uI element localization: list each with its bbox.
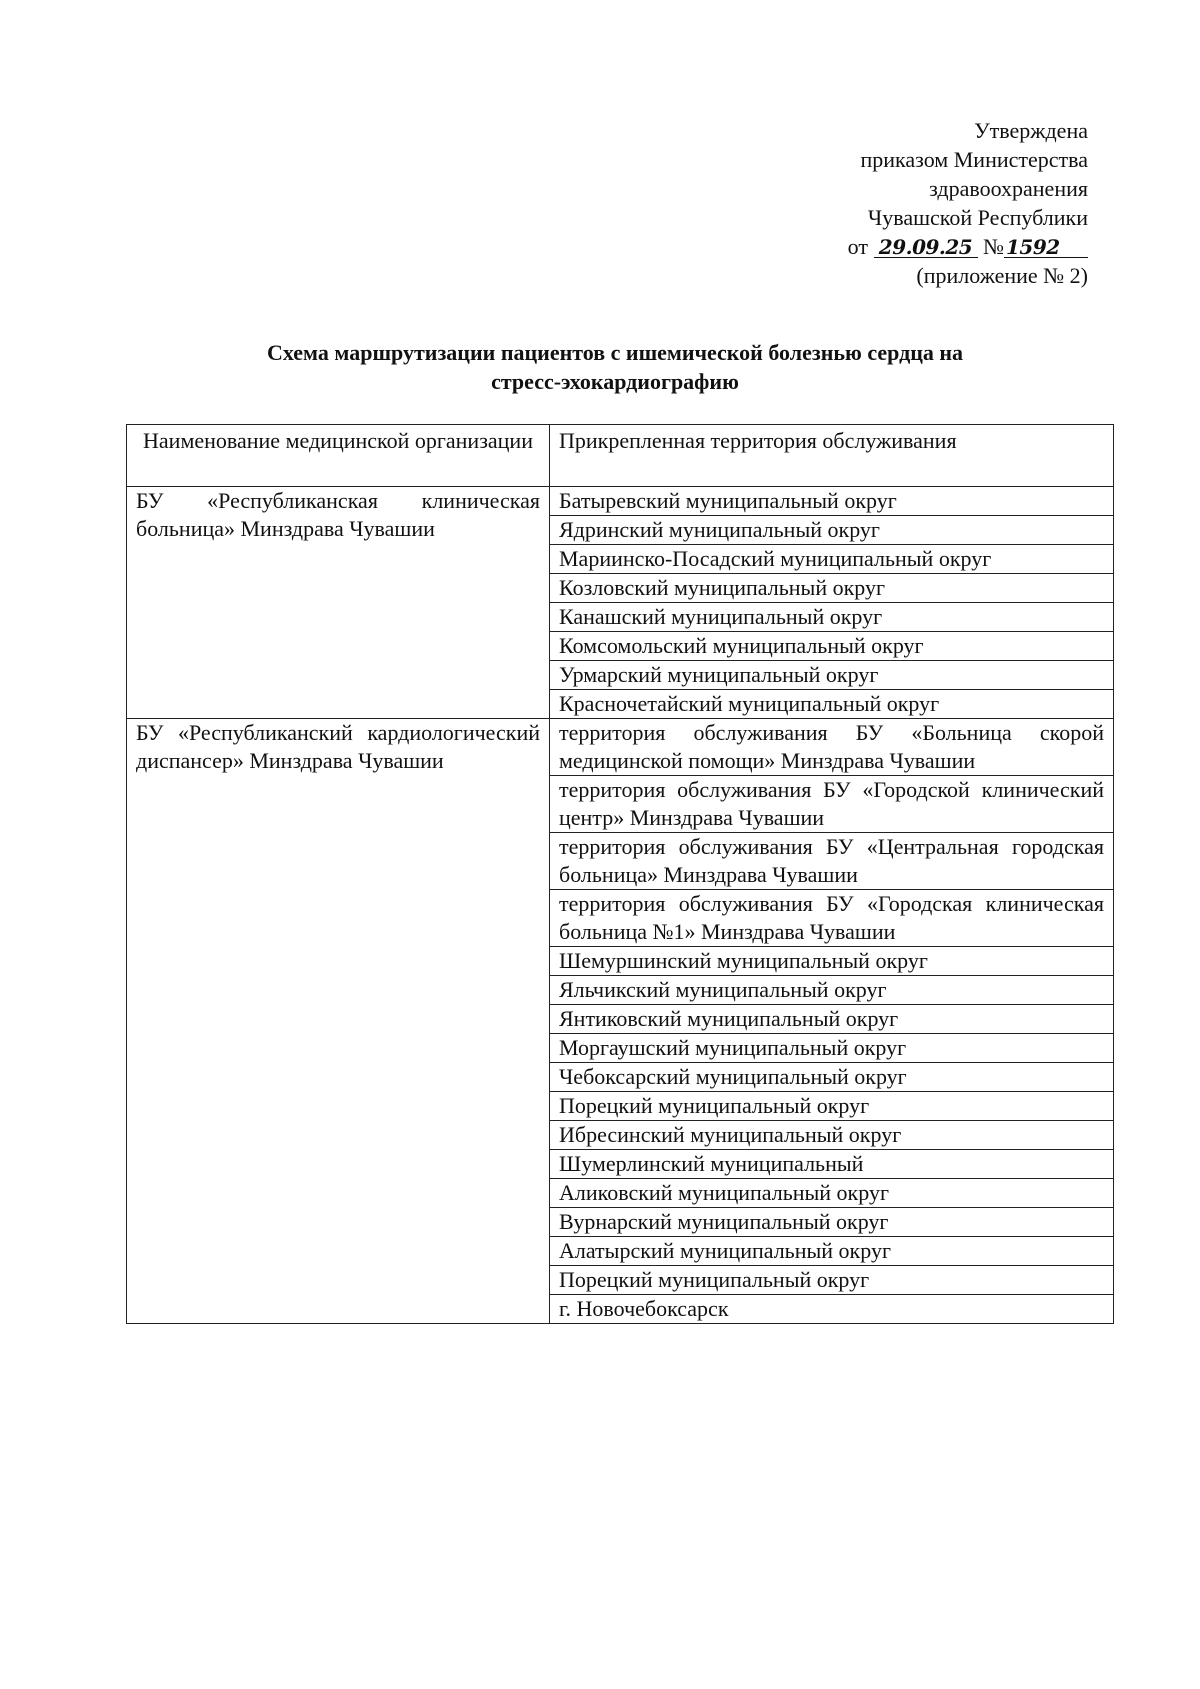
approval-line-health: здравоохранения <box>929 176 1088 201</box>
table-row <box>127 719 1114 776</box>
territory-cell: Канашский муниципальный округ <box>550 603 1114 632</box>
date-prefix: от <box>847 234 868 259</box>
approval-line-republic: Чувашской Республики <box>867 205 1088 230</box>
territory-cell: территория обслуживания БУ «Больница скорой медицинской помощи» Минздрава Чувашии <box>550 719 1114 776</box>
territory-cell: территория обслуживания БУ «Городская клиническая больница №1» Минздрава Чувашии <box>550 890 1114 947</box>
territory-cell: Ибресинский муниципальный округ <box>550 1121 1114 1150</box>
organization-cell: БУ «Республиканская клиническая больница» Минздрава Чувашии <box>127 487 550 719</box>
territory-cell: территория обслуживания БУ «Городской клинический центр» Минздрава Чувашии <box>550 776 1114 833</box>
territory-cell: Урмарский муниципальный округ <box>550 661 1114 690</box>
territory-cell: Чебоксарский муниципальный округ <box>550 1063 1114 1092</box>
territory-cell: Янтиковский муниципальный округ <box>550 1005 1114 1034</box>
title-line-1: Схема маршрутизации пациентов с ишемической болезнью сердца на <box>266 340 964 365</box>
territory-cell: территория обслуживания БУ «Центральная городская больница» Минздрава Чувашии <box>550 833 1114 890</box>
table-body <box>127 487 1114 1324</box>
handwritten-number: 1592 <box>1004 237 1088 258</box>
table-row <box>127 487 1114 516</box>
approval-line-approved: Утверждена <box>974 118 1088 143</box>
territory-cell: Яльчикский муниципальный округ <box>550 976 1114 1005</box>
organization-cell: БУ «Республиканский кардиологический диспансер» Минздрава Чувашии <box>127 719 550 1324</box>
territory-cell: Порецкий муниципальный округ <box>550 1266 1114 1295</box>
handwritten-date: 29.09.25 <box>874 237 978 258</box>
territory-cell: Батыревский муниципальный округ <box>550 487 1114 516</box>
header-territory: Прикрепленная территория обслуживания <box>550 425 1114 487</box>
territory-cell: Ядринский муниципальный округ <box>550 516 1114 545</box>
territory-cell: Мариинско-Посадский муниципальный округ <box>550 545 1114 574</box>
territory-cell: Красночетайский муниципальный округ <box>550 690 1114 719</box>
approval-block <box>848 116 1088 290</box>
territory-cell: Шемуршинский муниципальный округ <box>550 947 1114 976</box>
territory-cell: г. Новочебоксарск <box>550 1295 1114 1324</box>
territory-cell: Шумерлинский муниципальный <box>550 1150 1114 1179</box>
approval-date-number-line <box>848 232 1088 261</box>
territory-cell: Вурнарский муниципальный округ <box>550 1208 1114 1237</box>
territory-cell: Аликовский муниципальный округ <box>550 1179 1114 1208</box>
table-header-row <box>127 425 1114 487</box>
territory-cell: Козловский муниципальный округ <box>550 574 1114 603</box>
territory-cell: Моргаушский муниципальный округ <box>550 1034 1114 1063</box>
number-prefix: № <box>983 234 1004 259</box>
territory-cell: Комсомольский муниципальный округ <box>550 632 1114 661</box>
title-line-2: стресс-эхокардиографию <box>491 369 739 394</box>
routing-table <box>126 424 1114 1324</box>
document-title <box>120 338 1110 396</box>
approval-line-order: приказом Министерства <box>860 147 1088 172</box>
territory-cell: Алатырский муниципальный округ <box>550 1237 1114 1266</box>
territory-cell: Порецкий муниципальный округ <box>550 1092 1114 1121</box>
appendix-label: (приложение № 2) <box>916 263 1088 288</box>
header-organization: Наименование медицинской организации <box>127 425 550 487</box>
